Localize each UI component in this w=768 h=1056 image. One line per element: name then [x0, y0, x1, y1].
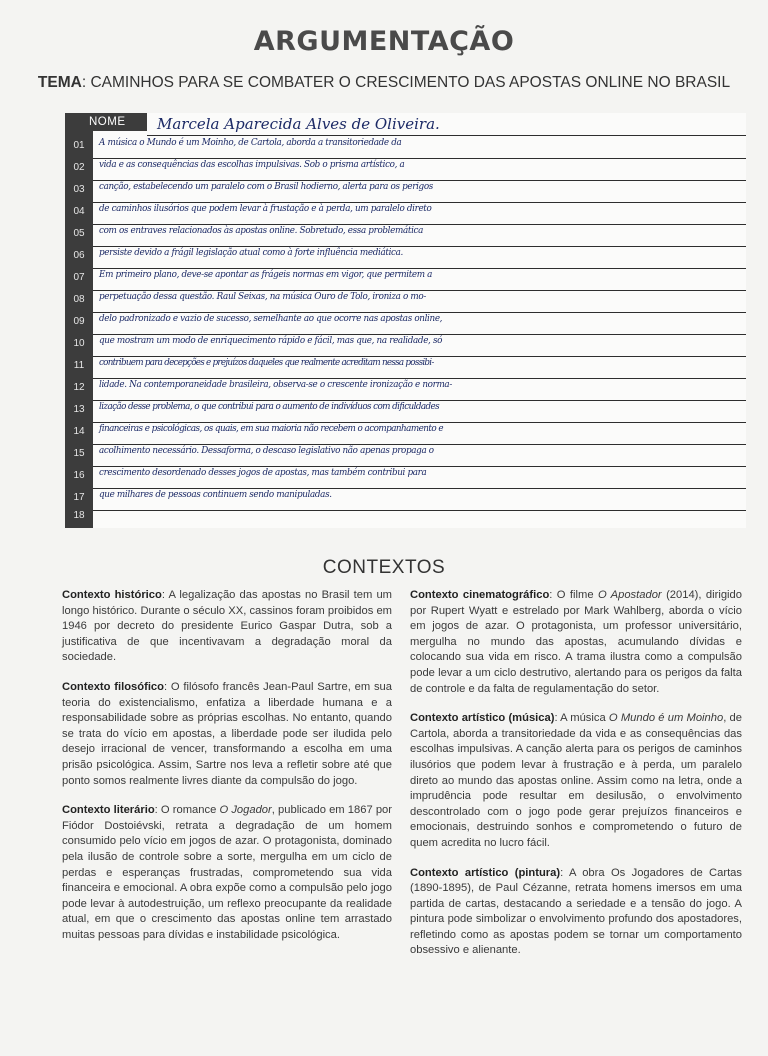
essay-line	[73, 378, 746, 401]
essay-line	[73, 136, 746, 159]
essay-line	[73, 312, 746, 335]
line-number: 16	[73, 470, 85, 481]
essay-line	[73, 246, 746, 269]
essay-line-text: persiste devido a frágil legislação atual como à forte influência mediática.	[99, 248, 403, 258]
context-filosofico	[62, 680, 392, 789]
essay-line-text: lização desse problema, o que contribui para o aumento de indivíduos com dificuldades	[99, 402, 440, 412]
line-number: 07	[73, 272, 85, 283]
line-number: 17	[73, 492, 85, 503]
essay-line	[73, 202, 746, 225]
context-text: (2014), dirigido por Rupert Wyatt e estrelado por Mark Wahlberg, aborda o vício em jogos de azar. O protagonista, um professor universitário, mergulha no mundo das apostas, acumulando dívidas e colocando sua vida em risco. A trama ilustra como a compulsão pode levar a um ciclo destrutivo, alertando para os perigos da falta de controle e da falta de regulamentação do setor.	[410, 589, 742, 695]
context-label: Contexto filosófico	[62, 680, 164, 693]
essay-line-text: financeiras e psicológicas, os quais, em sua maioria não recebem o acompanhamento e	[99, 424, 444, 434]
essay-sheet	[65, 113, 746, 528]
essay-line	[73, 444, 746, 467]
essay-line-text: que milhares de pessoas continuem sendo manipuladas.	[99, 490, 332, 500]
line-number: 04	[73, 206, 85, 217]
essay-line-text: com os entraves relacionados às apostas online. Sobretudo, essa problemática	[99, 226, 424, 236]
contexts-heading: CONTEXTOS	[322, 557, 446, 578]
context-cinematografico	[410, 588, 742, 697]
context-text: , publicado em 1867 por Fiódor Dostoiévski, retrata a degradação de um homem consumido pelo vício em jogos de azar. O protagonista, dominado pela ilusão de controle sobre a sorte, mergulha em um ciclo de perdas e esperanças frustradas, comprometendo sua vida financeira e emocional. A obra expõe como a compulsão pelo jogo pode levar à autodestruição, um reflexo preocupante da realidade atual, em que o crescimento das apostas online tem arrastado muitas pessoas para dívidas e instabilidade psicológica.	[62, 804, 392, 941]
context-text: : A legalização das apostas no Brasil tem um longo histórico. Durante o século XX, cassinos foram proibidos em 1946 por decreto do presidente Eurico Gaspar Dutra, sob a justificativa de que incentivavam a degradação moral da sociedade.	[62, 589, 392, 664]
context-work-title: O Mundo é um Moinho	[608, 712, 724, 725]
line-number: 01	[73, 140, 85, 151]
name-label: NOME	[65, 113, 147, 131]
theme-text: : CAMINHOS PARA SE COMBATER O CRESCIMENTO DAS APOSTAS ONLINE NO BRASIL	[81, 74, 731, 91]
essay-line	[73, 268, 746, 291]
essay-line-text: delo padronizado e vazio de sucesso, semelhante ao que ocorre nas apostas online,	[99, 314, 443, 324]
essay-line-text: de caminhos ilusórios que podem levar à frustação e à perda, um paralelo direto	[99, 204, 432, 214]
line-number: 13	[73, 404, 85, 415]
student-name: Marcela Aparecida Alves de Oliveira.	[157, 115, 440, 133]
context-label: Contexto artístico (pintura)	[410, 866, 561, 879]
context-literario	[62, 803, 392, 943]
context-label: Contexto artístico (música)	[410, 712, 555, 725]
context-pintura	[410, 866, 742, 960]
context-work-title: O Jogador	[219, 804, 272, 817]
essay-line-text: perpetuação dessa questão. Raul Seixas, na música Ouro de Tolo, ironiza o mo-	[99, 292, 426, 302]
context-text: : A música	[554, 712, 609, 725]
context-text: , de Cartola, aborda a transitoriedade da vida e as consequências das escolhas impulsivas. A canção alerta para os perigos de caminhos ilusórios que podem levar à frustração e à perda, um paralelo direto ao mundo das apostas online. Assim como na letra, onde a imprudência pode resultar em desilusão, o envolvimento descontrolado com o jogo pode gerar prejuízos financeiros e emocionais, destruindo sonhos e comprometendo o futuro de quem acredita no lucro fácil.	[410, 712, 742, 849]
theme-heading	[0, 74, 768, 92]
context-text: : A obra Os Jogadores de Cartas (1890-1895), de Paul Cézanne, retrata homens imersos em uma partida de cartas, destacando a seriedade e a tensão do jogo. A pintura pode simbolizar o envolvimento profundo dos apostadores, refletindo como as apostas podem se tornar um comportamento obsessivo e alienante.	[410, 866, 743, 957]
essay-line-text: canção, estabelecendo um paralelo com o Brasil hodierno, alerta para os perigos	[99, 182, 433, 192]
line-number: 05	[73, 228, 85, 239]
line-number: 10	[73, 338, 85, 349]
essay-line	[73, 400, 746, 423]
context-text: : O romance	[154, 804, 220, 817]
name-line	[147, 113, 746, 136]
line-number: 02	[73, 162, 85, 173]
context-work-title: O Apostador	[597, 589, 662, 601]
essay-line	[73, 180, 746, 203]
contexts-left-column	[62, 588, 392, 957]
essay-line-text: crescimento desordenado desses jogos de apostas, mas também contribui para	[99, 468, 427, 478]
context-text: : O filme	[549, 589, 598, 601]
essay-line	[73, 334, 746, 357]
essay-line	[73, 290, 746, 313]
essay-line-text: que mostram um modo de enriquecimento rápido e fácil, mas que, na realidade, só	[99, 336, 443, 346]
theme-label: TEMA	[37, 74, 82, 91]
essay-line-text: contribuem para decepções e prejuízos daqueles que realmente acreditam nessa possibi-	[99, 358, 434, 368]
essay-line	[73, 224, 746, 247]
essay-line-text: lidade. Na contemporaneidade brasileira, observa-se o crescente ironização e norma-	[99, 380, 452, 390]
line-number: 09	[73, 316, 85, 327]
line-number: 14	[73, 426, 85, 437]
context-label: Contexto histórico	[62, 589, 162, 601]
essay-line	[73, 506, 746, 528]
line-number: 15	[73, 448, 85, 459]
context-label: Contexto cinematográfico	[410, 589, 550, 601]
line-number: 06	[73, 250, 85, 261]
essay-line	[73, 422, 746, 445]
essay-line-text: acolhimento necessário. Dessaforma, o descaso legislativo não apenas propaga o	[99, 446, 434, 456]
line-number: 18	[73, 510, 85, 521]
context-musica	[410, 711, 742, 851]
context-text: : O filósofo francês Jean-Paul Sartre, em sua teoria do existencialismo, enfatiza a liberdade humana e a responsabilidade sobre as próprias escolhas. No entanto, quando se trata do vício em apostas, a liberdade pode ser iludida pelo desejo irracional de vencer, transformando a escolha em uma prisão psicológica. Assim, Sartre nos leva a refletir sobre até que ponto somos realmente livres diante da compulsão do jogo.	[62, 680, 393, 787]
contexts-right-column	[410, 588, 742, 973]
essay-line-text: A música o Mundo é um Moinho, de Cartola, aborda a transitoriedade da	[99, 138, 402, 148]
context-label: Contexto literário	[62, 804, 155, 817]
context-historico	[62, 588, 392, 666]
essay-line	[73, 356, 746, 379]
line-number: 03	[73, 184, 85, 195]
line-number: 08	[73, 294, 85, 305]
essay-line	[73, 158, 746, 181]
line-number: 11	[73, 360, 85, 371]
essay-line	[73, 466, 746, 489]
essay-line-text: vida e as consequências das escolhas impulsivas. Sob o prisma artístico, a	[99, 160, 405, 170]
line-number: 12	[73, 382, 85, 393]
page-title: ARGUMENTAÇÃO	[253, 26, 515, 57]
essay-line-text: Em primeiro plano, deve-se apontar as frágeis normas em vigor, que permitem a	[99, 270, 433, 280]
